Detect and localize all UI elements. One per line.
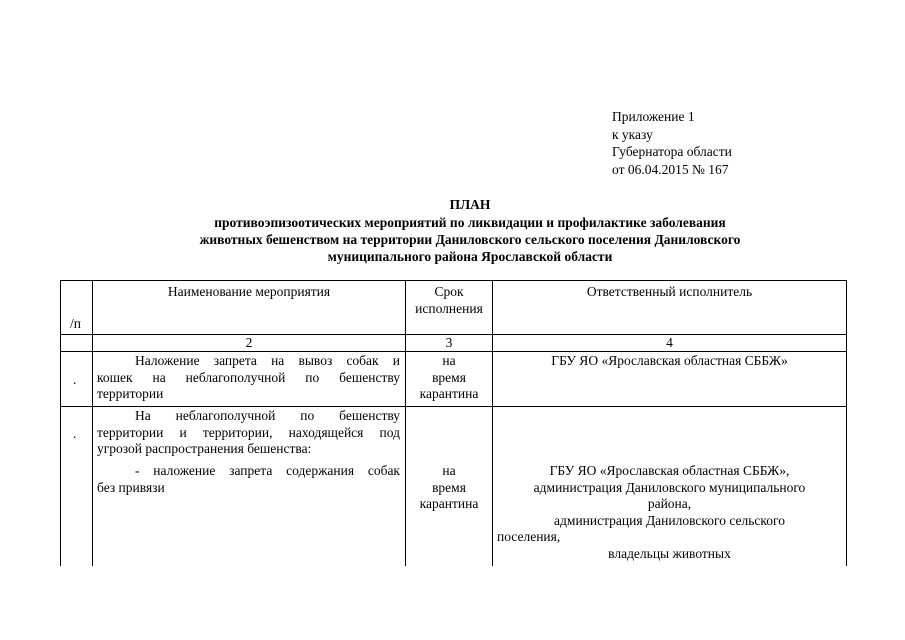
row-1-name-line-1: Наложение запрета на вывоз собак и [135,353,400,368]
appendix-date-number: от 06.04.2015 № 167 [612,161,729,177]
header-num: /п [70,316,81,331]
row-1-name-line-2: кошек на неблагополучной по бешенству [97,369,400,385]
appendix-to-decree: к указу [612,126,653,142]
row-2-name-line-2: территории и территории, находящейся под [97,424,400,440]
title-line-2: животных бешенством на территории Даниловского сельского поселения Даниловского [199,232,741,247]
row-2-subitem [97,463,400,496]
title-line-1: противоэпизоотических мероприятий по ликвидации и профилактике заболевания [214,215,726,230]
appendix-reference [612,108,732,178]
row-1-name-line-3: территории [97,386,164,401]
row-2-name [97,408,400,458]
row-2-term-line-3: карантина [419,496,479,511]
column-number-3: 3 [445,335,453,350]
row-2-responsible-line-2: администрация Даниловского муниципального [533,479,806,495]
row-1-term [406,353,492,403]
header-term-line-2: исполнения [415,300,483,316]
row-2-name-line-1: На неблагополучной по бешенству [135,408,400,423]
document-title [100,196,840,265]
row-2-name-line-3: угрозой распространения бешенства: [97,441,312,456]
appendix-governor: Губернатора области [612,144,732,159]
row-1-name [97,353,400,403]
title-line-3: муниципального района Ярославской области [327,249,613,264]
row-2-term-line-2: время [432,479,466,495]
header-responsible: Ответственный исполнитель [586,284,753,299]
row-2-responsible-line-1: ГБУ ЯО «Ярославская областная СББЖ», [549,463,790,478]
row-1-term-line-1: на [442,353,456,368]
appendix-label: Приложение 1 [612,109,695,124]
row-2-responsible-line-6: владельцы животных [608,545,731,561]
header-term-line-1: Срок [434,284,464,299]
row-2-responsible [497,463,842,562]
row-2-term [406,463,492,513]
header-name: Наименование мероприятия [167,284,331,299]
row-2-responsible-line-5: поселения, [497,529,561,544]
row-1-term-line-2: время [432,369,466,385]
column-number-4: 4 [666,335,673,350]
row-1-term-line-3: карантина [419,386,479,401]
row-2-subitem-line-1: - наложение запрета содержания собак [135,463,400,478]
row-1-num: . [73,372,77,387]
plan-heading: ПЛАН [449,197,491,212]
column-number-2: 2 [245,335,253,350]
row-2-num: . [73,426,77,441]
row-2-subitem-line-2: без привязи [97,479,165,495]
header-term [406,284,492,317]
row-2-responsible-line-4: администрация Даниловского сельского [554,512,785,528]
row-1-responsible: ГБУ ЯО «Ярославская областная СББЖ» [551,353,788,368]
row-2-term-line-1: на [442,463,456,478]
row-2-responsible-line-3: района, [647,496,692,511]
